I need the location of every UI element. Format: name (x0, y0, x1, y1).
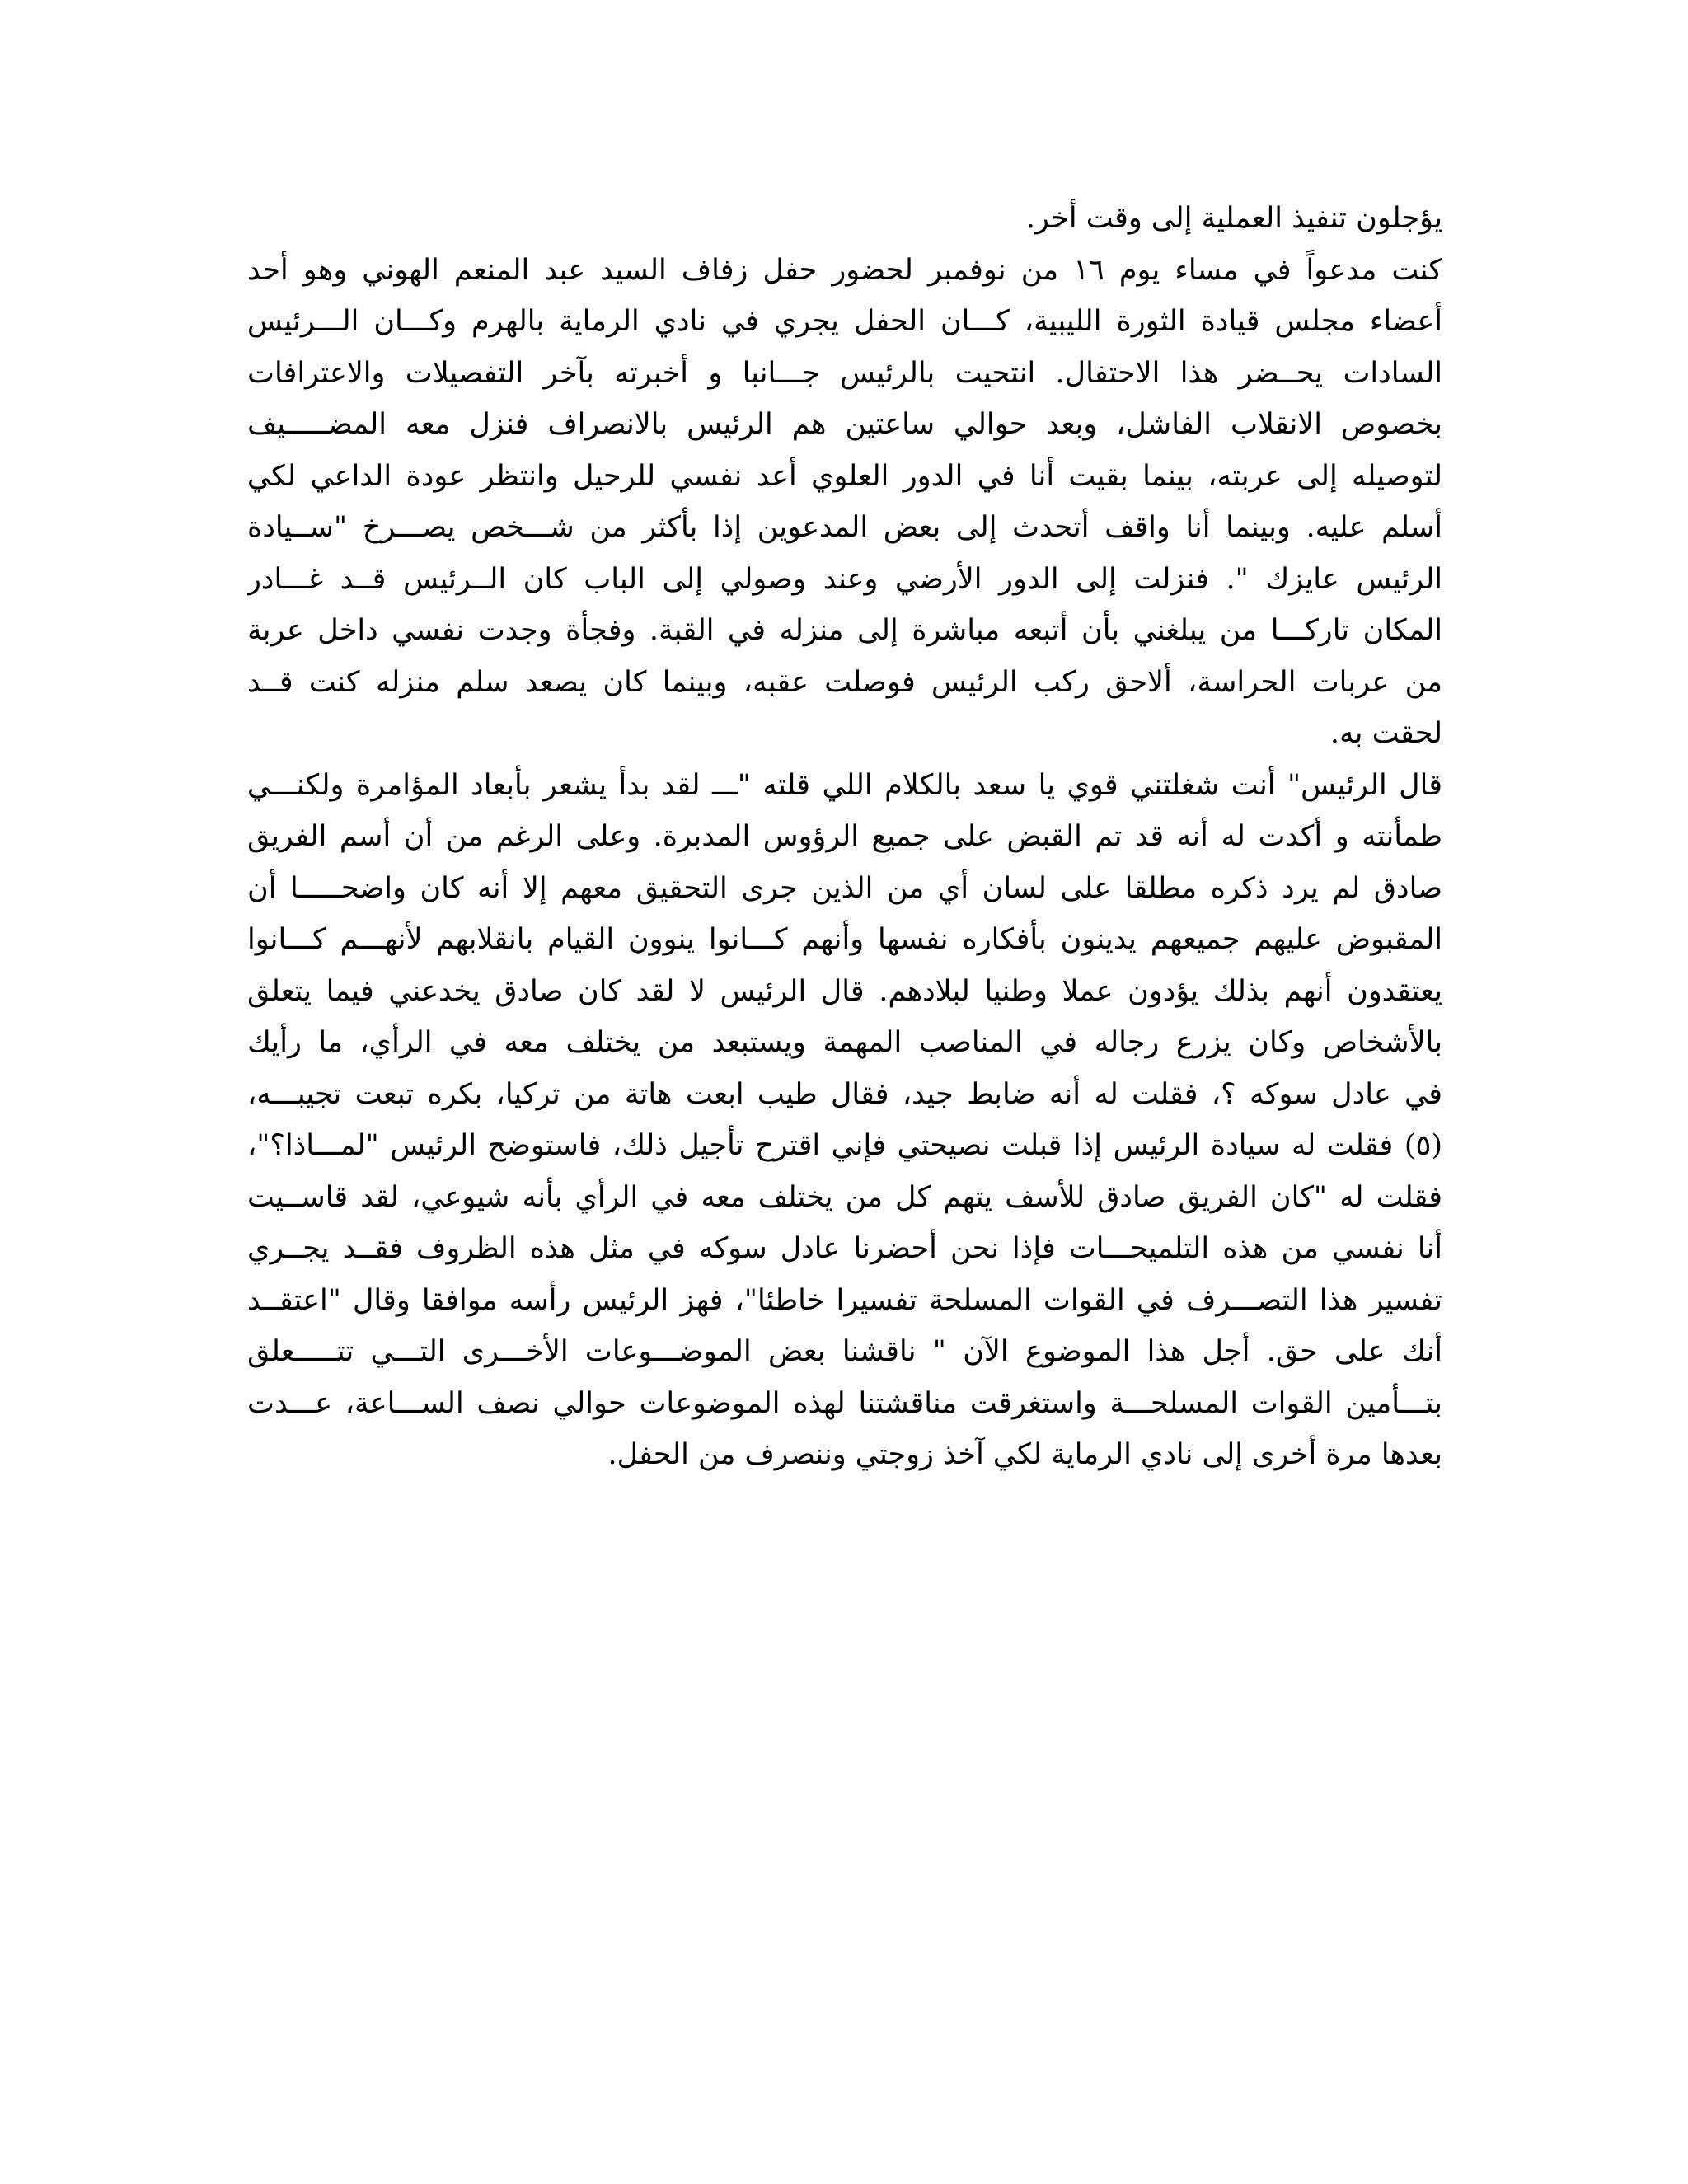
body-text (247, 193, 1442, 1481)
text-line: بعدها مرة أخرى إلى نادي الرماية لكي آخذ زوجتي وننصرف من الحفل. (607, 1438, 1442, 1471)
text-line: طمأنته و أكدت له أنه قد تم القبض على جميع الرؤوس المدبرة. وعلى الرغم من أن أسم الفريق (247, 820, 1442, 853)
text-line: الرئيس عايزك ". فنزلت إلى الدور الأرضي وعند وصولي إلى الباب كان الــرئيس قــد غـــادر (247, 562, 1442, 596)
text-line: السادات يحــضر هذا الاحتفال. انتحيت بالرئيس جـــانبا و أخبرته بآخر التفصيلات والاعترافات (247, 356, 1442, 390)
text-line: يؤجلون تنفيذ العملية إلى وقت أخر. (1025, 202, 1442, 235)
text-line: أنا نفسي من هذه التلميحـــات فإذا نحن أحضرنا عادل سوكه في مثل هذه الظروف فقــد يجــري (247, 1232, 1442, 1265)
text-line: بالأشخاص وكان يزرع رجاله في المناصب المهمة ويستبعد من يختلف معه في الرأي، ما رأيك (247, 1026, 1442, 1059)
text-line: كنت مدعواً في مساء يوم ١٦ من نوفمبر لحضور حفل زفاف السيد عبد المنعم الهوني وهو أحد (247, 253, 1442, 287)
text-line: قال الرئيس" أنت شغلتني قوي يا سعد بالكلام اللي قلته "ـــ لقد بدأ يشعر بأبعاد المؤامرة ولكنـــي (247, 768, 1442, 802)
text-line: في عادل سوكه ؟، فقلت له أنه ضابط جيد، فقال طيب ابعت هاتة من تركيا، بكره تبعت تجيبـــه، (247, 1077, 1442, 1111)
text-line: تفسير هذا التصـــرف في القوات المسلحة تفسيرا خاطئا"، فهز الرئيس رأسه موافقا وقال "اعتقــد (247, 1283, 1442, 1317)
text-line: أسلم عليه. وبينما أنا واقف أتحدث إلى بعض المدعوين إذا بأكثر من شـــخص يصـــرخ "ســيادة (247, 511, 1442, 544)
text-line: أنك على حق. أجل هذا الموضوع الآن " ناقشنا بعض الموضـــوعات الأخـــرى التـــي تتـــــعلق (247, 1335, 1442, 1368)
text-line: (٥) فقلت له سيادة الرئيس إذا قبلت نصيحتي فإني اقترح تأجيل ذلك، فاستوضح الرئيس "لمـــاذا؟"، (247, 1129, 1442, 1162)
text-line: لتوصيله إلى عربته، بينما بقيت أنا في الدور العلوي أعد نفسي للرحيل وانتظر عودة الداعي لكي (247, 459, 1442, 493)
text-line: لحقت به. (1329, 717, 1442, 750)
text-line: صادق لم يرد ذكره مطلقا على لسان أي من الذين جرى التحقيق معهم إلا أنه كان واضحـــــا أن (247, 871, 1442, 905)
text-line: بخصوص الانقلاب الفاشل، وبعد حوالي ساعتين هم الرئيس بالانصراف فنزل معه المضـــــيف (247, 408, 1442, 441)
text-line: من عربات الحراسة، ألاحق ركب الرئيس فوصلت عقبه، وبينما كان يصعد سلم منزله كنت قــد (247, 665, 1442, 699)
text-line: المكان تاركـــا من يبلغني بأن أتبعه مباشرة إلى منزله في القبة. وفجأة وجدت نفسي داخل عربة (247, 614, 1442, 647)
text-line: بتـــأمين القوات المسلحـــة واستغرقت مناقشتنا لهذه الموضوعات حوالي نصف الســـاعة، عـــدت (247, 1386, 1442, 1420)
text-line: المقبوض عليهم جميعهم يدينون بأفكاره نفسها وأنهم كـــانوا ينوون القيام بانقلابهم لأنهـــم كـــانوا (247, 923, 1442, 956)
text-line: يعتقدون أنهم بذلك يؤدون عملا وطنيا لبلادهم. قال الرئيس لا لقد كان صادق يخدعني فيما يتعلق (247, 974, 1442, 1008)
text-line: أعضاء مجلس قيادة الثورة الليبية، كـــان الحفل يجري في نادي الرماية بالهرم وكـــان الـــرئيس (247, 305, 1442, 338)
text-line: فقلت له "كان الفريق صادق للأسف يتهم كل من يختلف معه في الرأي بأنه شيوعي، لقد قاســيت (247, 1180, 1442, 1214)
